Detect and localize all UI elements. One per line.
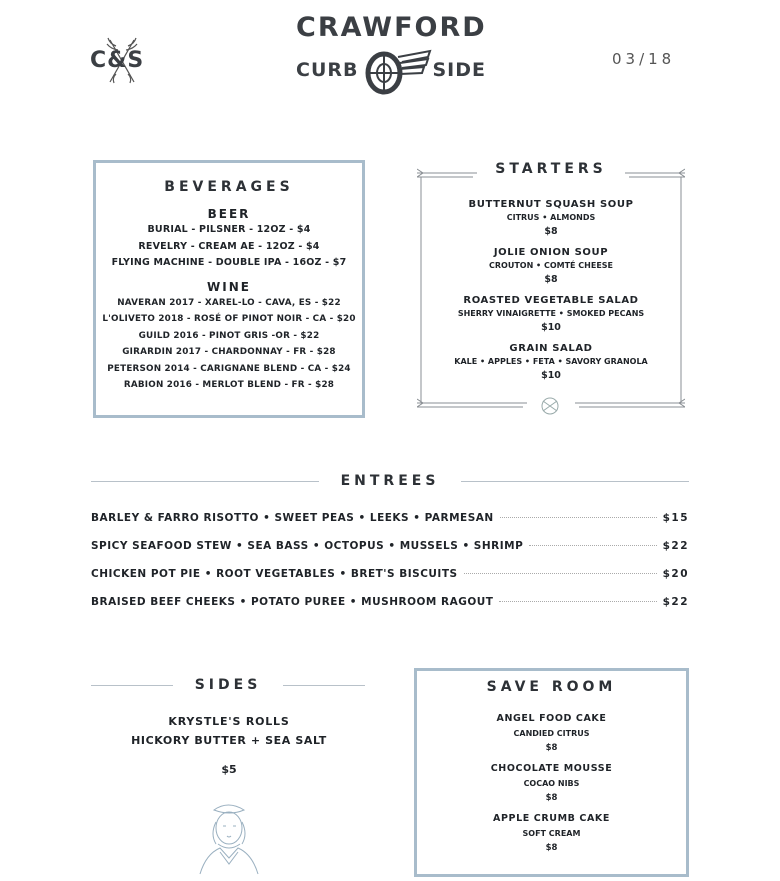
- starter-item: [417, 343, 685, 381]
- save-room-title: SAVE ROOM: [486, 679, 617, 695]
- entree-row: [91, 512, 689, 524]
- beverages-title: BEVERAGES: [164, 179, 294, 195]
- starter-desc: SHERRY VINAIGRETTE • SMOKED PECANS: [457, 309, 645, 318]
- side-desc: HICKORY BUTTER + SEA SALT: [131, 734, 327, 747]
- entrees-rule-left: [91, 481, 319, 482]
- dessert-desc: SOFT CREAM: [522, 829, 581, 838]
- wine-item: NAVERAN 2017 - XAREL-LO - CAVA, ES - $22: [117, 297, 341, 308]
- starter-price: $10: [541, 370, 561, 381]
- brand-right: SIDE: [432, 59, 486, 81]
- entree-name: SPICY SEAFOOD STEW • SEA BASS • OCTOPUS • MUSSELS • SHRIMP: [91, 540, 524, 552]
- entree-price: $22: [662, 540, 689, 552]
- leader-dots: [464, 573, 657, 574]
- dessert-name: CHOCOLATE MOUSSE: [490, 763, 613, 774]
- entree-name: BARLEY & FARRO RISOTTO • SWEET PEAS • LEEKS • PARMESAN: [91, 512, 494, 524]
- wine-item: L'OLIVETO 2018 - ROSÉ OF PINOT NOIR - CA - $20: [102, 314, 356, 324]
- dessert-item: [417, 813, 686, 853]
- dessert-name: ANGEL FOOD CAKE: [496, 713, 607, 724]
- entree-row: [91, 540, 689, 552]
- starter-desc: CITRUS • ALMONDS: [506, 213, 596, 222]
- beer-item: BURIAL - PILSNER - 12OZ - $4: [147, 224, 311, 235]
- logo-mark: C&S: [90, 48, 145, 73]
- brand-logo: [296, 12, 486, 95]
- wine-title: WINE: [207, 279, 251, 294]
- menu-date: 03/18: [612, 50, 676, 68]
- starters-title: STARTERS: [495, 161, 607, 177]
- sides-title: SIDES: [194, 677, 262, 693]
- dessert-item: [417, 763, 686, 803]
- leader-dots: [500, 517, 657, 518]
- dessert-price: $8: [545, 793, 558, 803]
- side-name: KRYSTLE'S ROLLS: [168, 715, 290, 728]
- entree-price: $22: [662, 596, 689, 608]
- wine-item: RABION 2016 - MERLOT BLEND - FR - $28: [123, 380, 335, 390]
- leader-dots: [499, 601, 656, 602]
- cs-logo: [88, 36, 156, 86]
- beer-item: FLYING MACHINE - DOUBLE IPA - 16OZ - $7: [111, 257, 347, 268]
- starter-price: $10: [541, 322, 561, 333]
- dessert-price: $8: [545, 743, 558, 753]
- sides-rule-right: [283, 685, 365, 686]
- brand-left: CURB: [296, 59, 359, 81]
- small-crest-icon: [537, 395, 563, 417]
- side-price: $5: [221, 763, 237, 776]
- sides-rule-left: [91, 685, 173, 686]
- starter-item: [417, 199, 685, 237]
- side-item: [130, 715, 328, 776]
- starter-item: [417, 295, 685, 333]
- starter-desc: CROUTON • COMTÉ CHEESE: [488, 261, 614, 270]
- starter-name: BUTTERNUT SQUASH SOUP: [468, 199, 634, 210]
- entree-row: [91, 568, 689, 580]
- starter-name: JOLIE ONION SOUP: [493, 247, 609, 258]
- beverages-box: [93, 160, 365, 418]
- wine-item: GIRARDIN 2017 - CHARDONNAY - FR - $28: [122, 347, 336, 357]
- dessert-price: $8: [545, 843, 558, 853]
- starter-price: $8: [544, 226, 558, 237]
- wine-item: GUILD 2016 - PINOT GRIS -OR - $22: [138, 330, 320, 341]
- dessert-desc: COCAO NIBS: [523, 779, 580, 788]
- starter-name: ROASTED VEGETABLE SALAD: [463, 295, 639, 306]
- starters-panel: [417, 159, 685, 417]
- entrees-title: ENTREES: [340, 473, 440, 489]
- entree-name: BRAISED BEEF CHEEKS • POTATO PUREE • MUSHROOM RAGOUT: [91, 596, 494, 608]
- dessert-name: APPLE CRUMB CAKE: [493, 813, 610, 824]
- starter-price: $8: [544, 274, 558, 285]
- wine-item: PETERSON 2014 - CARIGNANE BLEND - CA - $24: [107, 363, 351, 374]
- dessert-desc: CANDIED CITRUS: [513, 729, 590, 738]
- sailor-girl-illustration: [190, 796, 268, 876]
- wheel-wings-icon: [358, 45, 432, 95]
- entree-price: $20: [662, 568, 689, 580]
- entree-price: $15: [662, 512, 689, 524]
- save-room-box: [414, 668, 689, 877]
- beer-title: BEER: [207, 207, 251, 221]
- entree-row: [91, 596, 689, 608]
- leader-dots: [529, 545, 656, 546]
- brand-top: CRAWFORD: [296, 12, 487, 43]
- starter-name: GRAIN SALAD: [509, 343, 593, 354]
- starter-item: [417, 247, 685, 285]
- entree-name: CHICKEN POT PIE • ROOT VEGETABLES • BRET'S BISCUITS: [91, 568, 458, 580]
- starter-desc: KALE • APPLES • FETA • SAVORY GRANOLA: [454, 357, 648, 366]
- dessert-item: [417, 713, 686, 753]
- entrees-rule-right: [461, 481, 689, 482]
- beer-item: REVELRY - CREAM AE - 12OZ - $4: [138, 240, 320, 252]
